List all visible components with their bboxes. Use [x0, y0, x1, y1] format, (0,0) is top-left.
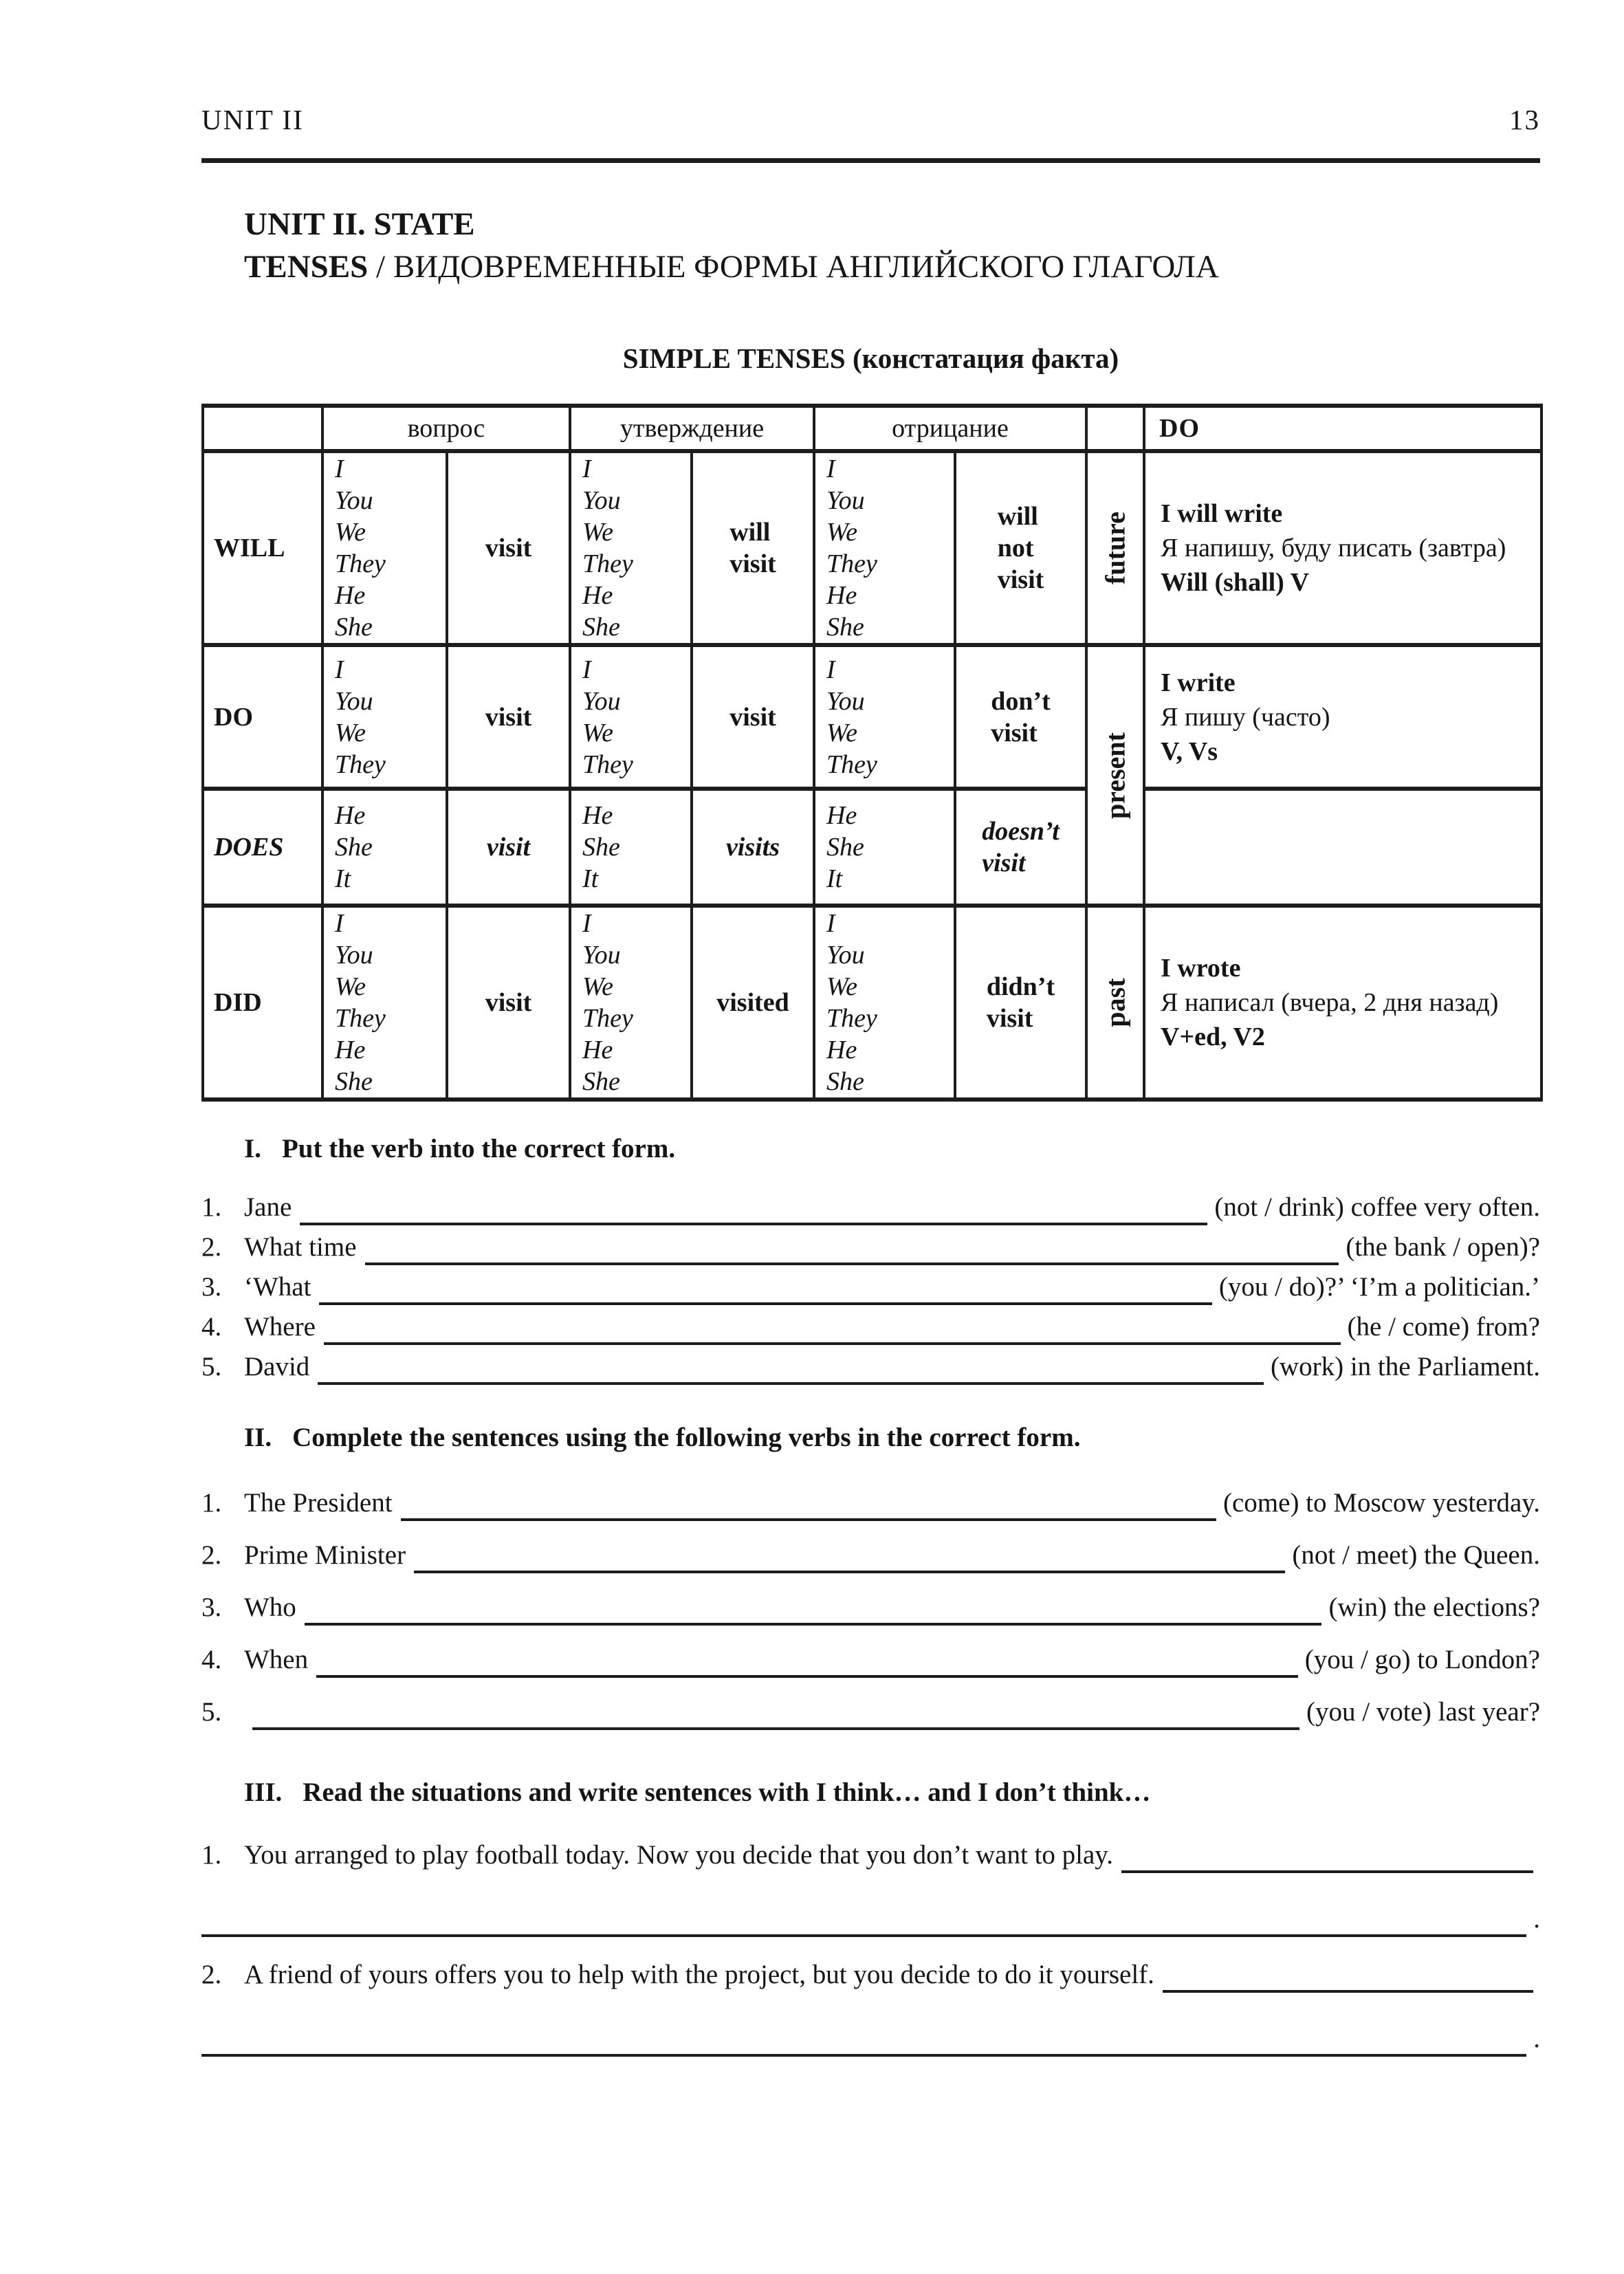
- answer-blank: [316, 1651, 1298, 1678]
- answer-blank: [365, 1238, 1339, 1265]
- did-affirmative-pronouns: I You We They He She: [570, 906, 692, 1100]
- unit-title: [244, 203, 1540, 288]
- did-negative-pronouns: I You We They He She: [814, 906, 955, 1100]
- exercise-1-item-4: 4. Where (he / come) from?: [201, 1311, 1540, 1342]
- exercise-2-item-5: 5. (you / vote) last year?: [201, 1696, 1540, 1727]
- did-negative-verb: didn’t visit: [955, 906, 1086, 1100]
- exercise-2-item-3: 3. Who (win) the elections?: [201, 1592, 1540, 1623]
- exercise-1: [201, 1133, 1540, 1382]
- exercise-2-item-1: 1. The President (come) to Moscow yesterday.: [201, 1487, 1540, 1518]
- page-number: 13: [1509, 104, 1540, 135]
- do-negative-pronouns: I You We They: [814, 645, 955, 789]
- time-label-past: past: [1099, 978, 1131, 1027]
- answer-blank: [252, 1703, 1299, 1730]
- header-question: вопрос: [322, 406, 570, 451]
- header-empty-narrow-cell: [1086, 406, 1144, 451]
- answer-blank: [319, 1278, 1211, 1305]
- exercise-3-item-2: 2. A friend of yours offers you to help with the project, but you decide to do it yourself. .: [201, 1959, 1540, 2054]
- do-question-pronouns: I You We They: [322, 645, 447, 789]
- time-label-future-cell: [1086, 451, 1144, 645]
- time-label-past-cell: [1086, 906, 1144, 1100]
- simple-tenses-table: [201, 404, 1543, 1102]
- table-header-row: [203, 406, 1541, 451]
- exercise-2: [201, 1422, 1540, 1727]
- exercise-2-item-2: 2. Prime Minister (not / meet) the Queen.: [201, 1540, 1540, 1571]
- table-row-will: [203, 451, 1541, 645]
- answer-blank: [1121, 1846, 1533, 1873]
- exercise-1-item-1: 1. Jane (not / drink) coffee very often.: [201, 1192, 1540, 1223]
- did-affirmative-verb: visited: [692, 906, 814, 1100]
- header-empty-cell: [203, 406, 322, 451]
- did-question-pronouns: I You We They He She: [322, 906, 447, 1100]
- table-row-does: [203, 789, 1541, 906]
- does-negative-pronouns: He She It: [814, 789, 955, 906]
- does-affirmative-verb: visits: [692, 789, 814, 906]
- answer-blank: [1163, 1966, 1533, 1993]
- table-row-did: [203, 906, 1541, 1100]
- does-question-verb: visit: [447, 789, 570, 906]
- row-label-do: DO: [203, 645, 322, 789]
- answer-blank: [318, 1358, 1264, 1385]
- header-negative: отрицание: [814, 406, 1086, 451]
- time-label-future: future: [1099, 512, 1131, 584]
- exercise-1-heading: I. Put the verb into the correct form.: [244, 1134, 676, 1163]
- will-negative-verb: will not visit: [955, 451, 1086, 645]
- row-label-does: DOES: [203, 789, 322, 906]
- note-did: I wrote Я написал (вчера, 2 дня назад) V+ed, V2: [1144, 906, 1541, 1100]
- will-question-pronouns: I You We They He She: [322, 451, 447, 645]
- answer-blank: [414, 1546, 1285, 1573]
- exercise-2-heading: II. Complete the sentences using the following verbs in the correct form.: [244, 1423, 1081, 1452]
- note-will: I will write Я напишу, буду писать (завтра) Will (shall) V: [1144, 451, 1541, 645]
- will-question-verb: visit: [447, 451, 570, 645]
- header-rule: [201, 158, 1540, 163]
- note-do: I write Я пишу (часто) V, Vs: [1144, 645, 1541, 789]
- answer-blank: [300, 1199, 1207, 1225]
- will-affirmative-verb: will visit: [692, 451, 814, 645]
- table-caption: SIMPLE TENSES (констатация факта): [622, 342, 1119, 374]
- table-row-do: [203, 645, 1541, 789]
- will-affirmative-pronouns: I You We They He She: [570, 451, 692, 645]
- do-question-verb: visit: [447, 645, 570, 789]
- exercise-3-item-1: 1. You arranged to play football today. Now you decide that you don’t want to play. .: [201, 1839, 1540, 1934]
- exercise-2-item-4: 4. When (you / go) to London?: [201, 1644, 1540, 1675]
- answer-blank: [201, 1910, 1526, 1937]
- answer-blank: [305, 1599, 1322, 1626]
- unit-title-line1: UNIT II. STATE: [244, 206, 475, 242]
- header-affirmative: утверждение: [570, 406, 814, 451]
- will-negative-pronouns: I You We They He She: [814, 451, 955, 645]
- time-label-present: present: [1099, 732, 1131, 819]
- exercise-1-item-3: 3. ‘What (you / do)?’ ‘I’m a politician.’: [201, 1271, 1540, 1302]
- note-does-empty: [1144, 789, 1541, 906]
- header-do: DO: [1144, 406, 1541, 451]
- does-affirmative-pronouns: He She It: [570, 789, 692, 906]
- exercise-1-item-2: 2. What time (the bank / open)?: [201, 1232, 1540, 1262]
- answer-blank: [201, 2030, 1526, 2057]
- row-label-will: WILL: [203, 451, 322, 645]
- answer-line-continuation: .: [201, 2023, 1540, 2054]
- answer-blank: [324, 1318, 1341, 1345]
- exercise-3-heading: III. Read the situations and write sentences with I think… and I don’t think…: [244, 1778, 1151, 1807]
- do-affirmative-pronouns: I You We They: [570, 645, 692, 789]
- exercise-1-item-5: 5. David (work) in the Parliament.: [201, 1351, 1540, 1382]
- answer-line-continuation: .: [201, 1903, 1540, 1934]
- answer-blank: [401, 1494, 1216, 1521]
- did-question-verb: visit: [447, 906, 570, 1100]
- unit-title-line2: TENSES / ВИДОВРЕМЕННЫЕ ФОРМЫ АНГЛИЙСКОГО ГЛАГОЛА: [244, 249, 1219, 285]
- row-label-did: DID: [203, 906, 322, 1100]
- exercise-3: [201, 1777, 1540, 2054]
- running-head-title: UNIT II: [201, 104, 304, 135]
- do-negative-verb: don’t visit: [955, 645, 1086, 789]
- does-question-pronouns: He She It: [322, 789, 447, 906]
- does-negative-verb: doesn’t visit: [955, 789, 1086, 906]
- do-affirmative-verb: visit: [692, 645, 814, 789]
- running-head: [201, 103, 1540, 136]
- time-label-present-cell: [1086, 645, 1144, 906]
